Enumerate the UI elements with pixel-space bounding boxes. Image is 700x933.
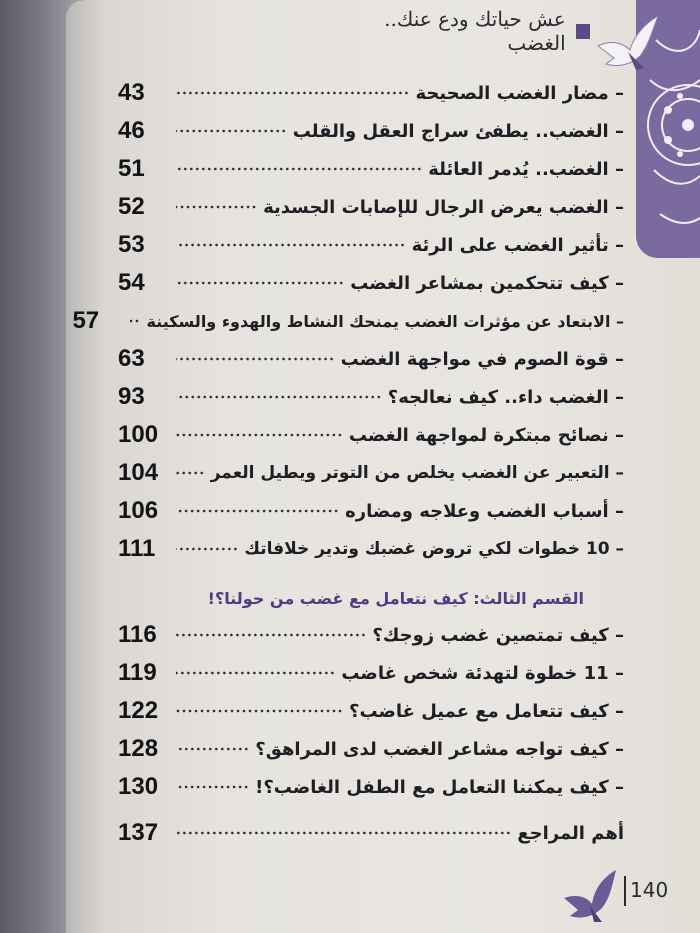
- leader-dots: [176, 395, 382, 399]
- toc-entry: [118, 734, 624, 764]
- leader-dots: [176, 91, 409, 95]
- toc-entry-title: – كيف تتعامل مع عميل غاضب؟: [349, 700, 624, 722]
- toc-entry-title: – كيف تمتصين غضب زوجك؟: [372, 624, 624, 646]
- toc-entry: [118, 818, 624, 848]
- leader-dots: [176, 633, 366, 637]
- toc-entry: [118, 268, 624, 298]
- toc-entry-page: 122: [118, 697, 159, 724]
- toc-entry-title: – الابتعاد عن مؤثرات الغضب يمنحك النشاط والهدوء والسكينة: [146, 311, 624, 331]
- toc-entry-title: – مضار الغضب الصحيحة: [415, 82, 624, 104]
- toc-entry-page: 46: [118, 117, 145, 144]
- toc-entry-page: 51: [118, 155, 145, 182]
- toc-entry-title: – نصائح مبتكرة لمواجهة الغضب: [348, 424, 624, 446]
- toc-entry-title: – 10 خطوات لكي تروض غضبك وتدير خلافاتك: [244, 539, 624, 559]
- toc-entry: [118, 534, 624, 564]
- leader-dots: [176, 747, 249, 751]
- toc-entry-title: – التعبير عن الغضب يخلص من التوتر ويطيل العمر: [210, 463, 624, 483]
- toc-entry-page: 52: [118, 193, 145, 220]
- toc-entry-title: – الغضب يعرض الرجال للإصابات الجسدية: [263, 196, 624, 218]
- toc-entry-page: 137: [118, 819, 159, 846]
- toc-entry: [118, 696, 624, 726]
- page-number: 140: [630, 878, 669, 902]
- toc-entry-title: – كيف تتحكمين بمشاعر الغضب: [350, 272, 624, 294]
- toc-entry: [118, 458, 624, 488]
- toc-entry: [118, 230, 624, 260]
- leader-dots: [176, 357, 335, 361]
- toc-entry-title: – أسباب الغضب وعلاجه ومضاره: [345, 500, 624, 522]
- toc-entry: [118, 420, 624, 450]
- toc-entry-title: – الغضب داء.. كيف نعالجه؟: [387, 386, 624, 408]
- toc-entry-title: – 11 خطوة لتهدئة شخص غاضب: [341, 662, 624, 684]
- toc-entry: [118, 772, 624, 802]
- dove-icon: [560, 868, 622, 928]
- toc-entry-page: 57: [72, 307, 100, 334]
- leader-dots: [176, 471, 205, 475]
- toc-entry: [118, 496, 624, 526]
- leader-dots: [176, 167, 422, 171]
- leader-dots: [176, 831, 511, 835]
- toc-entry: [72, 306, 624, 336]
- toc-entry-page: 106: [118, 497, 159, 524]
- toc-entry-page: 43: [118, 79, 145, 106]
- toc-entry: [118, 116, 624, 146]
- toc-entry-page: 53: [118, 231, 145, 258]
- leader-dots: [176, 129, 287, 133]
- leader-dots: [176, 671, 335, 675]
- leader-dots: [176, 547, 238, 551]
- toc-entry-title: – الغضب.. يطفئ سراج العقل والقلب: [292, 120, 624, 142]
- section-heading: القسم الثالث: كيف نتعامل مع غضب من حولنا؟!: [207, 589, 584, 608]
- toc-entry-page: 100: [118, 421, 159, 448]
- toc-entry-page: 63: [118, 345, 145, 372]
- toc-entry-page: 54: [118, 269, 145, 296]
- toc-entry: [118, 344, 624, 374]
- toc-entry-title: – كيف تواجه مشاعر الغضب لدى المراهق؟: [255, 738, 624, 760]
- page-number-divider: [624, 876, 626, 906]
- toc-entry-title: أهم المراجع: [517, 822, 624, 844]
- leader-dots: [176, 785, 249, 789]
- toc-entry-title: – كيف يمكننا التعامل مع الطفل الغاضب؟!: [255, 776, 624, 798]
- toc-entry: [118, 192, 624, 222]
- toc-entry: [118, 658, 624, 688]
- toc-entry-page: 111: [118, 535, 156, 562]
- leader-dots: [176, 433, 343, 437]
- toc-entry-title: – قوة الصوم في مواجهة الغضب: [340, 348, 624, 370]
- toc-entry-page: 116: [118, 621, 157, 648]
- toc-entry-page: 93: [118, 383, 145, 410]
- leader-dots: [176, 205, 257, 209]
- toc-entry: [118, 78, 624, 108]
- toc-entry: [118, 382, 624, 412]
- leader-dots: [176, 281, 344, 285]
- toc-entry-page: 104: [118, 459, 159, 486]
- leader-dots: [176, 709, 343, 713]
- page-footer: [560, 864, 670, 924]
- toc-entry-title: – الغضب.. يُدمر العائلة: [428, 158, 624, 180]
- leader-dots: [130, 319, 140, 323]
- toc-entry-page: 130: [118, 773, 159, 800]
- toc-entry-page: 119: [118, 659, 157, 686]
- leader-dots: [176, 243, 406, 247]
- toc-entry: [118, 620, 624, 650]
- leader-dots: [176, 509, 339, 513]
- toc-entry: [118, 154, 624, 184]
- toc-entry-title: – تأثير الغضب على الرئة: [411, 234, 624, 256]
- toc-entry-page: 128: [118, 735, 159, 762]
- book-title: عش حياتك ودع عنك.. الغضب: [384, 7, 566, 55]
